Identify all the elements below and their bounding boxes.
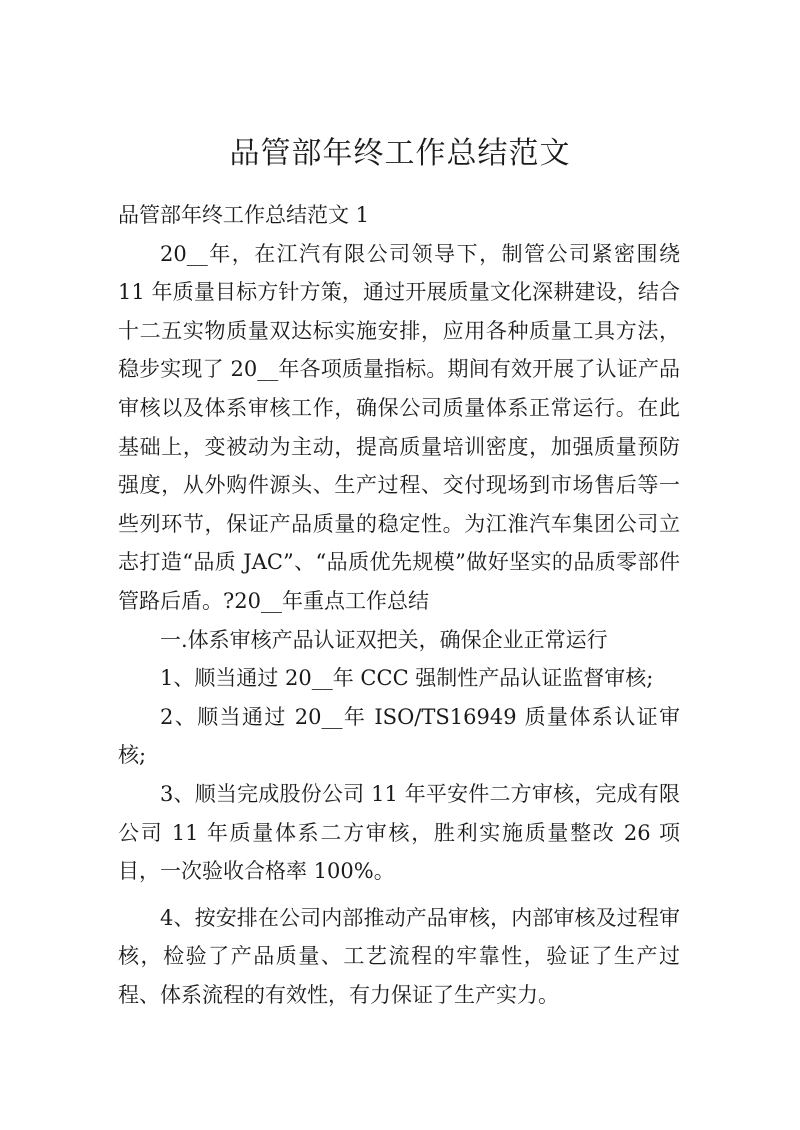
section-heading: 品管部年终工作总结范文 1 <box>118 203 370 227</box>
document-body <box>118 196 680 1014</box>
paragraph-subheading: 一.体系审核产品认证双把关，确保企业正常运行 <box>160 627 608 652</box>
paragraph-item-2: 2、顺当通过 20__年 ISO/TS16949 质量体系认证审核; <box>118 704 680 768</box>
paragraph-intro: 20__年，在江汽有限公司领导下，制管公司紧密围绕 11 年质量目标方针方策，通过开展质量文化深耕建设，结合十二五实物质量双达标实施安排，应用各种质量工具方法，稳步实现了 20__年各项质量指标。期间有效开展了认证产品审核以及体系审核工作，确保公司质量体系正常运行。在此基础上，变被动为主动，提高质量培训密度，加强质量预防强度，从外购件源头、生产过程、交付现场到市场售后等一些列环节，保证产品质量的稳定性。为江淮汽车集团公司立志打造“品质 JAC”、“品质优先规模”做好坚实的品质零部件管路后盾。?20__年重点工作总结 <box>118 241 680 613</box>
paragraph-item-1: 1、顺当通过 20__年 CCC 强制性产品认证监督审核; <box>160 666 654 691</box>
paragraph-item-3: 3、顺当完成股份公司 11 年平安件二方审核，完成有限公司 11 年质量体系二方审核，胜利实施质量整改 26 项目，一次验收合格率 100%。 <box>118 781 680 884</box>
document-title: 品管部年终工作总结范文 <box>229 136 571 171</box>
paragraph-item-4: 4、按安排在公司内部推动产品审核，内部审核及过程审核，检验了产品质量、工艺流程的牢靠性，验证了生产过程、体系流程的有效性，有力保证了生产实力。 <box>118 905 680 1007</box>
